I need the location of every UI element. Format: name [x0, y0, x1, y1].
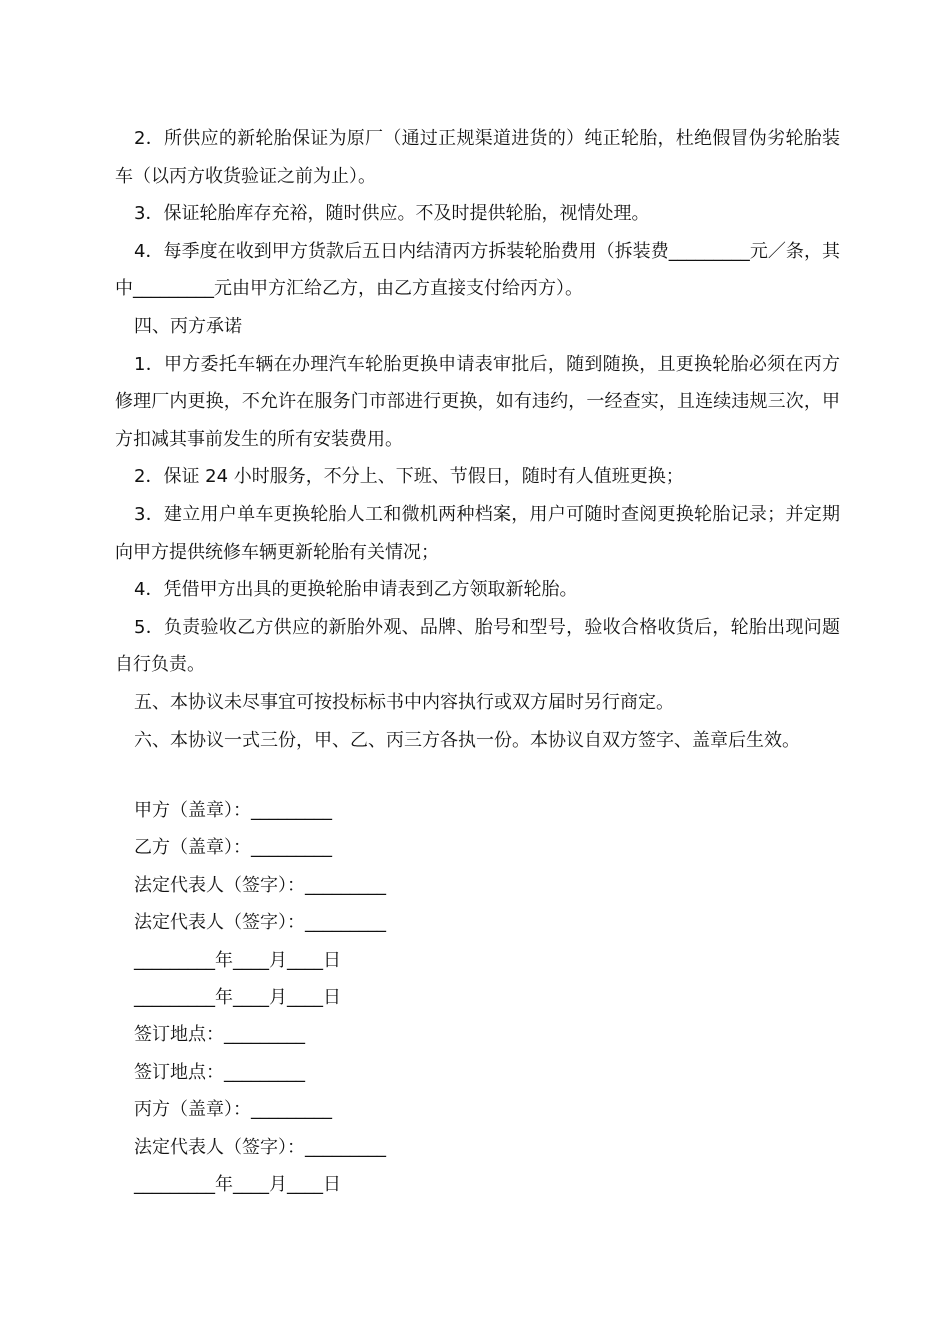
agreement-clauses — [115, 120, 840, 759]
clause-replacement-location: 1．甲方委托车辆在办理汽车轮胎更换申请表审批后，随到随换，且更换轮胎必须在丙方修理厂内更换，不允许在服务门市部进行更换，如有违约，一经查实，且连续违规三次，甲方扣减其事前发生的所有安装费用。 — [115, 353, 840, 450]
legal-representative-signature-line: 法定代表人（签字）：_________ — [134, 874, 386, 896]
clause-24h-service: 2．保证 24 小时服务，不分上、下班、节假日，随时有人值班更换； — [134, 466, 684, 488]
clause-records-archive: 3．建立用户单车更换轮胎人工和微机两种档案，用户可随时查阅更换轮胎记录；并定期向甲方提供统修车辆更新轮胎有关情况； — [115, 503, 840, 563]
clause-inspection-responsibility: 5．负责验收乙方供应的新胎外观、品牌、胎号和型号，验收合格收货后，轮胎出现问题自行负责。 — [115, 616, 840, 676]
section-heading-party-c-commitments: 四、丙方承诺 — [134, 315, 242, 337]
party-b-seal-line: 乙方（盖章）：_________ — [134, 837, 332, 859]
legal-representative-signature-line: 法定代表人（签字）：_________ — [134, 912, 386, 934]
signing-place-line: 签订地点：_________ — [134, 1024, 305, 1046]
section-unresolved-matters: 五、本协议未尽事宜可按投标标书中内容执行或双方届时另行商定。 — [134, 691, 674, 713]
party-a-seal-line: 甲方（盖章）：_________ — [134, 800, 332, 821]
date-line: _________年____月____日 — [134, 949, 341, 971]
clause-supply-genuine-tires: 2．所供应的新轮胎保证为原厂（通过正规渠道进货的）纯正轮胎，杜绝假冒伪劣轮胎装车（以丙方收货验证之前为止）。 — [115, 128, 840, 187]
date-line: _________年____月____日 — [134, 1174, 341, 1196]
clause-inventory-supply: 3．保证轮胎库存充裕，随时供应。不及时提供轮胎，视情处理。 — [134, 203, 650, 225]
party-c-seal-line: 丙方（盖章）：_________ — [134, 1099, 332, 1121]
clause-tire-requisition: 4．凭借甲方出具的更换轮胎申请表到乙方领取新轮胎。 — [134, 579, 578, 601]
clause-quarterly-settlement: 4．每季度在收到甲方货款后五日内结清丙方拆装轮胎费用（拆装费_________元／条，其中_________元由甲方汇给乙方，由乙方直接支付给丙方）。 — [115, 240, 840, 300]
legal-representative-signature-line: 法定代表人（签字）：_________ — [134, 1136, 386, 1158]
date-line: _________年____月____日 — [134, 987, 341, 1009]
signing-place-line: 签订地点：_________ — [134, 1061, 305, 1083]
signature-block — [134, 792, 734, 1203]
section-copies-effectiveness: 六、本协议一式三份，甲、乙、丙三方各执一份。本协议自双方签字、盖章后生效。 — [134, 729, 800, 751]
